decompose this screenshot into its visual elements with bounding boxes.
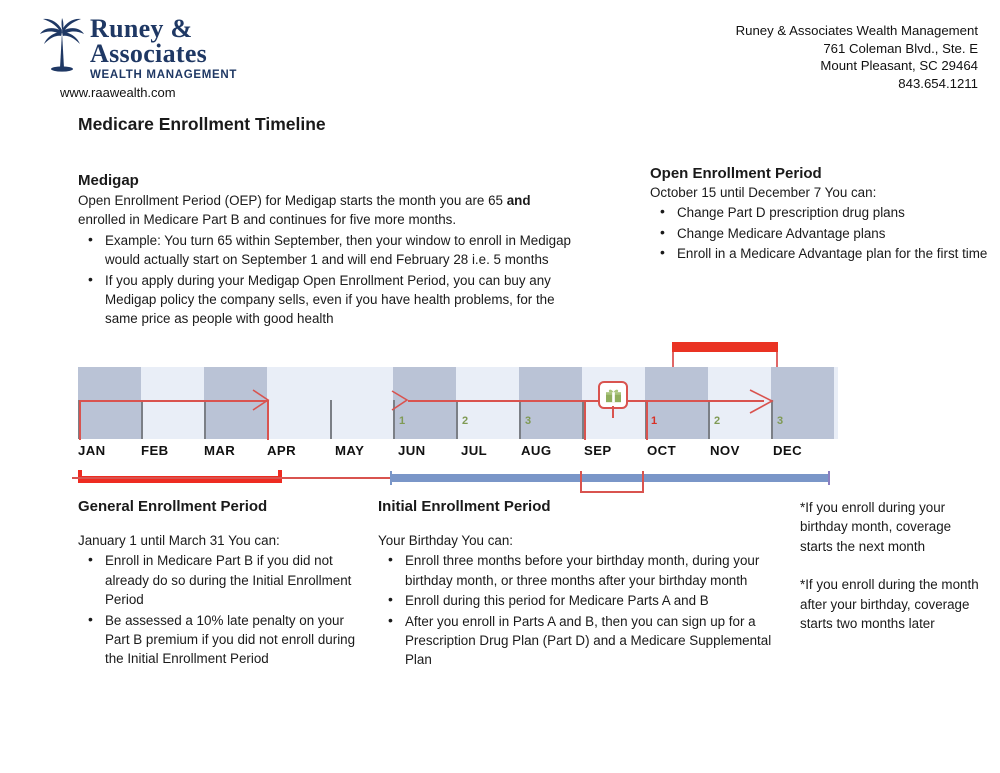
iep-span-cap-left xyxy=(390,471,392,485)
birthday-tick-oct xyxy=(646,400,648,440)
month-band-nov xyxy=(771,367,834,439)
iep-span-fill xyxy=(390,474,830,482)
month-band-feb xyxy=(141,367,204,439)
footnote-2: *If you enroll during the month after your birthday, coverage starts two months later xyxy=(800,577,979,632)
general-enrollment-intro: January 1 until March 31 You can: xyxy=(78,533,280,548)
month-band-sep xyxy=(645,367,708,439)
month-label-aug: AUG xyxy=(521,443,552,458)
contact-company: Runey & Associates Wealth Management xyxy=(735,23,978,38)
month-band-jun xyxy=(456,367,519,439)
timeline-chart xyxy=(78,367,838,439)
contact-address-1: 761 Coleman Blvd., Ste. E xyxy=(823,40,978,56)
open-enrollment-section xyxy=(650,165,990,264)
list-item: • Enroll in Medicare Part B if you did not already do so during the Initial Enrollment Period xyxy=(78,551,363,609)
list-item: • Example: You turn 65 within September, then your window to enroll in Medigap would actually start on September 1 and will end February 28 i.e. 5 months xyxy=(78,231,578,270)
medigap-arrowhead-icon xyxy=(251,388,277,414)
company-logo xyxy=(38,16,338,100)
footnotes xyxy=(800,498,985,633)
iep-birthday-marker-right xyxy=(642,471,644,493)
month-label-nov: NOV xyxy=(710,443,740,458)
tick-mar xyxy=(204,400,206,439)
list-item: • Be assessed a 10% late penalty on your Part B premium if you did not enroll during the Initial Enrollment Period xyxy=(78,611,363,669)
gift-stem xyxy=(612,406,614,418)
marker-dec-3: 3 xyxy=(777,415,784,427)
contact-block xyxy=(736,22,978,92)
month-band-dec xyxy=(834,367,838,439)
initial-enrollment-bullet-list xyxy=(378,551,788,669)
month-label-mar: MAR xyxy=(204,443,236,458)
contact-phone: 843.654.1211 xyxy=(898,75,978,91)
logo-line-1: Runey & xyxy=(90,14,193,43)
open-enrollment-intro: October 15 until December 7 You can: xyxy=(650,185,877,200)
oep-bracket-bar xyxy=(672,342,778,352)
medigap-intro-b: enrolled in Medicare Part B and continues for five more months. xyxy=(78,212,457,228)
iep-birthday-marker-left xyxy=(580,471,582,493)
marker-jun-1: 1 xyxy=(399,415,406,427)
list-item: • Enroll three months before your birthday month, during your birthday month, or three months after your birthday month xyxy=(378,551,788,590)
medigap-line-start xyxy=(79,400,81,440)
medigap-intro-bold: and xyxy=(506,193,531,208)
month-label-jul: JUL xyxy=(461,443,488,458)
month-band-jan xyxy=(78,367,141,439)
month-label-feb: FEB xyxy=(141,443,169,458)
footnote-1: *If you enroll during your birthday month, coverage starts the next month xyxy=(800,500,952,554)
general-enrollment-section xyxy=(78,498,363,669)
list-item: • Enroll in a Medicare Advantage plan for the first time xyxy=(650,244,990,263)
initial-enrollment-intro: Your Birthday You can: xyxy=(378,533,514,548)
list-item: • Change Medicare Advantage plans xyxy=(650,224,990,243)
list-item: • Change Part D prescription drug plans xyxy=(650,203,990,222)
general-enrollment-bullet-list xyxy=(78,551,363,668)
tick-jul xyxy=(456,400,458,439)
general-enrollment-heading: General Enrollment Period xyxy=(78,498,268,515)
list-item: • If you apply during your Medigap Open Enrollment Period, you can buy any Medigap policy the company sells, even if you have health problems, for the same price as people with good health xyxy=(78,271,578,329)
month-band-may xyxy=(330,367,393,439)
open-enrollment-heading: Open Enrollment Period xyxy=(650,165,822,182)
tick-nov xyxy=(708,400,710,439)
tick-feb xyxy=(141,400,143,439)
medigap-bullet-list xyxy=(78,231,578,329)
iep-span-lead-line xyxy=(72,477,390,479)
month-label-may: MAY xyxy=(335,443,365,458)
month-label-jan: JAN xyxy=(78,443,106,458)
page-title: Medicare Enrollment Timeline xyxy=(78,114,326,134)
month-label-sep: SEP xyxy=(584,443,612,458)
timeline-month-labels xyxy=(78,443,838,463)
gift-icon xyxy=(598,381,628,409)
marker-aug-3: 3 xyxy=(525,415,532,427)
birthday-tick-sep xyxy=(584,400,586,440)
marker-nov-2: 2 xyxy=(714,415,721,427)
month-label-jun: JUN xyxy=(398,443,426,458)
iep-line-horizontal xyxy=(408,400,764,402)
month-label-apr: APR xyxy=(267,443,297,458)
logo-line-2: Associates xyxy=(90,39,208,69)
medigap-intro-a: Open Enrollment Period (OEP) for Medigap starts the month you are 65 xyxy=(78,193,507,208)
medigap-line-horizontal xyxy=(79,400,269,402)
initial-enrollment-section xyxy=(378,498,788,670)
iep-arrowhead-left-icon xyxy=(390,389,412,413)
list-item: • After you enroll in Parts A and B, then you can sign up for a Prescription Drug Plan (Part D) and a Medicare Supplemental Plan xyxy=(378,612,788,670)
iep-span-cap-right xyxy=(828,471,830,485)
website-url[interactable]: www.raawealth.com xyxy=(60,84,176,100)
month-band-jul xyxy=(519,367,582,439)
initial-enrollment-heading: Initial Enrollment Period xyxy=(378,498,551,515)
medigap-section xyxy=(78,172,578,329)
iep-birthday-marker-bottom xyxy=(580,491,644,493)
tick-aug xyxy=(519,400,521,439)
list-item: • Enroll during this period for Medicare Parts A and B xyxy=(378,591,788,610)
palmetto-tree-icon xyxy=(38,18,86,76)
month-label-dec: DEC xyxy=(773,443,803,458)
tick-may xyxy=(330,400,332,439)
contact-address-2: Mount Pleasant, SC 29464 xyxy=(820,58,978,73)
logo-tagline: WEALTH MANAGEMENT xyxy=(90,68,238,81)
open-enrollment-bullet-list xyxy=(650,203,990,263)
medigap-heading: Medigap xyxy=(78,172,139,189)
medigap-intro xyxy=(78,191,578,230)
marker-oct-1: 1 xyxy=(651,415,658,427)
month-label-oct: OCT xyxy=(647,443,677,458)
marker-jul-2: 2 xyxy=(462,415,469,427)
iep-arrowhead-right-icon xyxy=(748,388,778,416)
